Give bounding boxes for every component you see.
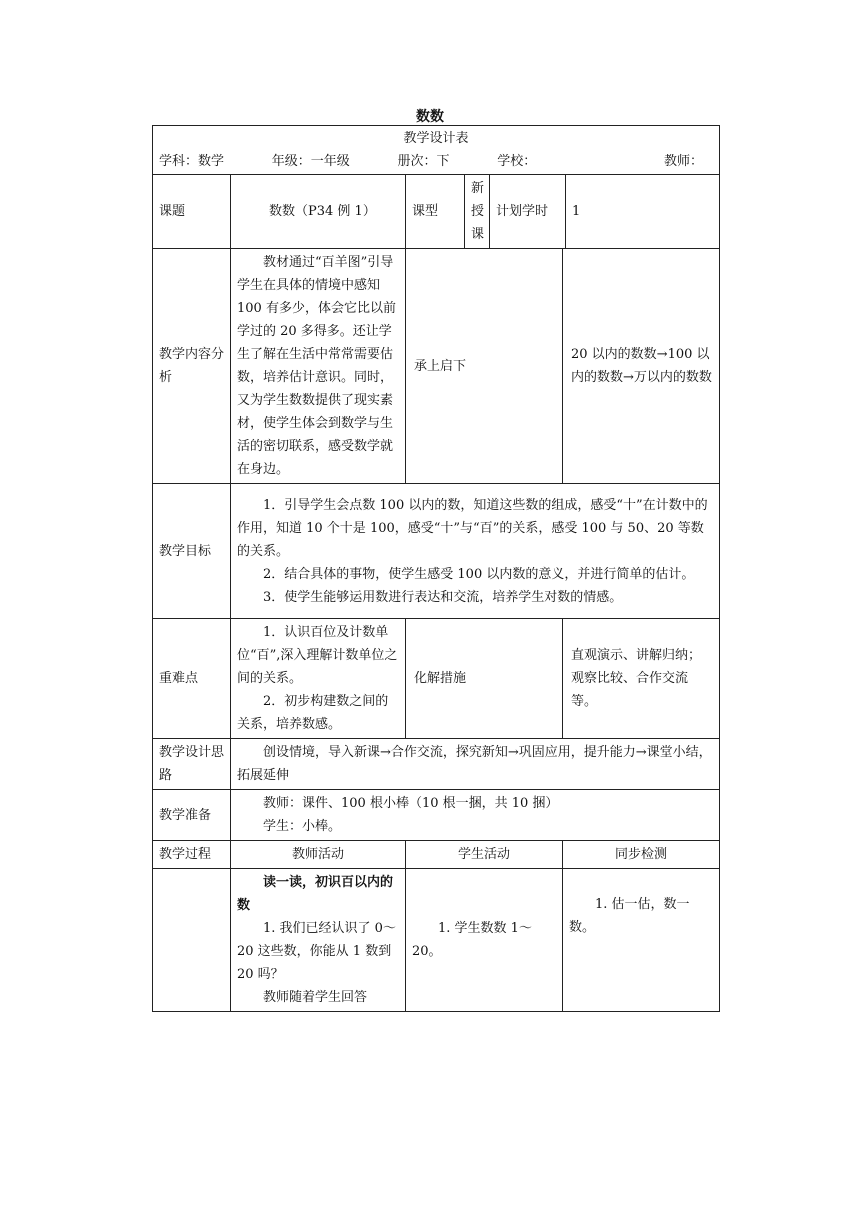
prep-label: 教学准备 [153, 790, 231, 841]
sync-check-text: 1. 估一估，数一数。 [569, 897, 690, 935]
analysis-row [153, 249, 720, 484]
meta-grade: 年级：一年级 [271, 154, 350, 169]
document-title: 数数 [416, 109, 444, 125]
key-points-row [153, 619, 720, 739]
meta-teacher: 教师： [664, 154, 704, 169]
design-label: 教学设计思路 [153, 739, 231, 790]
hours-value: 1 [566, 175, 720, 249]
analysis-sequence: 20 以内的数数→100 以内的数数→万以内的数数 [563, 249, 720, 484]
prep-student: 学生：小棒。 [263, 819, 342, 834]
teacher-activity-text-1: 1. 我们已经认识了 0～20 这些数，你能从 1 数到 20 吗？ [237, 921, 396, 982]
topic-row [153, 175, 720, 249]
prep-teacher: 教师：课件、100 根小棒（10 根一捆，共 10 捆） [263, 796, 559, 811]
key-points-label: 重难点 [153, 619, 231, 739]
measures-value: 直观演示、讲解归纳；观察比较、合作交流等。 [563, 619, 720, 739]
analysis-label: 教学内容分析 [153, 249, 231, 484]
goal-3: 3．使学生能够运用数进行表达和交流，培养学生对数的情感。 [263, 589, 623, 605]
student-activity-text: 1. 学生数数 1～20。 [412, 921, 532, 959]
goal-2: 2．结合具体的事物，使学生感受 100 以内数的意义，并进行简单的估计。 [263, 566, 695, 582]
design-row [153, 739, 720, 790]
teacher-activity-heading: 读一读，初识百以内的数 [237, 875, 394, 913]
key-point-2: 2．初步构建数之间的关系，培养数感。 [237, 694, 389, 732]
process-content-row [153, 869, 720, 1012]
analysis-content: 教材通过“百羊图”引导学生在具体的情境中感知 100 有多少，体会它比以前学过的 20 多得多。还让学生了解在生活中常常需要估数，培养估计意识。同时，又为学生数数提供了现实素材，使学生体会到数学与生活的密切联系，感受数学就在身边。 [237, 255, 396, 477]
topic-value: 数数（P34 例 1） [231, 175, 406, 249]
type-value: 新授课 [471, 181, 485, 242]
prep-row [153, 790, 720, 841]
lesson-design-table [152, 125, 720, 1012]
topic-label: 课题 [153, 175, 231, 249]
col-student-activity: 学生活动 [406, 841, 563, 869]
goal-1: 1．引导学生会点数 100 以内的数，知道这些数的组成，感受“十”在计数中的作用，知道 10 个十是 100，感受“十”与“百”的关系，感受 100 与 50、20 等数的关系。 [237, 497, 708, 559]
goals-label: 教学目标 [153, 484, 231, 619]
form-title: 教学设计表 [403, 131, 469, 146]
col-teacher-activity: 教师活动 [231, 841, 406, 869]
meta-volume: 册次：下 [397, 154, 450, 169]
meta-school: 学校： [497, 154, 537, 169]
goals-row [153, 484, 720, 619]
key-point-1: 1．认识百位及计数单位“百”,深入理解计数单位之间的关系。 [237, 625, 398, 686]
process-header-row [153, 841, 720, 869]
type-label: 课型 [406, 175, 465, 248]
process-label: 教学过程 [153, 841, 231, 869]
measures-label: 化解措施 [406, 619, 563, 739]
hours-label: 计划学时 [490, 175, 566, 249]
teacher-activity-text-2: 教师随着学生回答 [263, 990, 368, 1005]
analysis-role: 承上启下 [406, 249, 563, 484]
design-content: 创设情境，导入新课→合作交流，探究新知→巩固应用，提升能力→课堂小结，拓展延伸 [237, 745, 712, 783]
meta-subject: 学科：数学 [159, 154, 225, 169]
col-sync-check: 同步检测 [563, 841, 720, 869]
form-header-row [153, 126, 720, 175]
meta-line [159, 150, 713, 173]
